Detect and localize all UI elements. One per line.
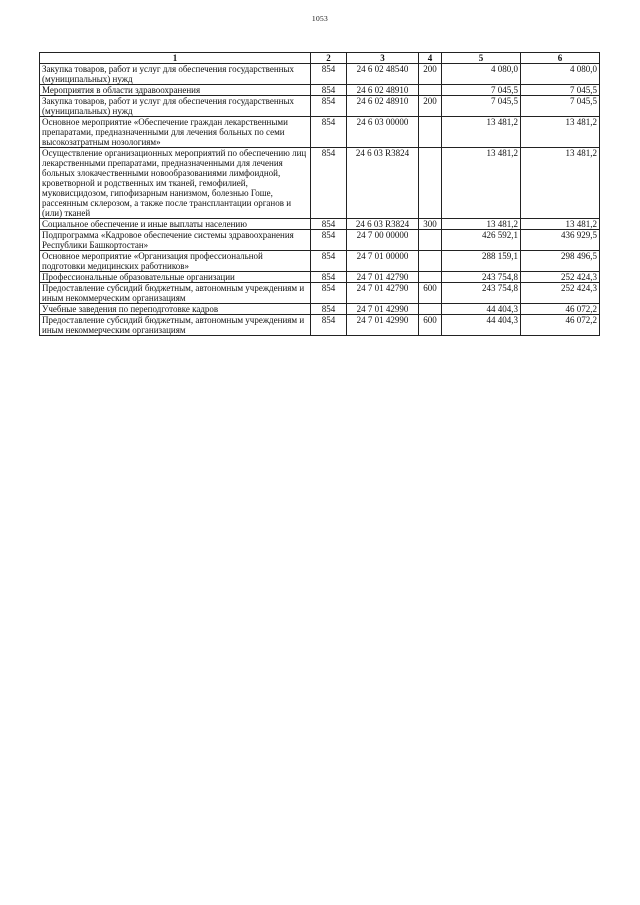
row-code: 24 6 02 48910 [347, 85, 419, 96]
row-code: 24 7 01 42790 [347, 283, 419, 304]
table-row [40, 251, 600, 272]
row-code: 24 7 01 42990 [347, 315, 419, 336]
row-year1: 13 481,2 [442, 148, 521, 219]
row-name: Основное мероприятие «Организация профессиональной подготовки медицинских работников» [40, 251, 311, 272]
row-year1: 44 404,3 [442, 304, 521, 315]
row-ministry: 854 [311, 85, 347, 96]
column-header: 3 [347, 53, 419, 64]
row-year2: 13 481,2 [521, 148, 600, 219]
row-name: Предоставление субсидий бюджетным, автономным учреждениям и иным некоммерческим организациям [40, 283, 311, 304]
table-row [40, 64, 600, 85]
row-year2: 252 424,3 [521, 272, 600, 283]
row-name: Профессиональные образовательные организации [40, 272, 311, 283]
row-code: 24 6 03 00000 [347, 117, 419, 148]
row-year1: 13 481,2 [442, 219, 521, 230]
row-year2: 7 045,5 [521, 85, 600, 96]
table-row [40, 219, 600, 230]
row-name: Осуществление организационных мероприятий по обеспечению лиц лекарственными препаратами, предназначенными для лечения больных злокачественными новообразованиями лимфоидной, кроветворной и родственных им тканей, гемофилией, муковисцидозом, гипофизарным нанизмом, болезнью Гоше, рассеянным склерозом, а также после трансплантации органов и (или) тканей [40, 148, 311, 219]
row-year2: 13 481,2 [521, 219, 600, 230]
row-year1: 4 080,0 [442, 64, 521, 85]
row-ministry: 854 [311, 283, 347, 304]
table-row [40, 85, 600, 96]
row-type [419, 117, 442, 148]
row-year2: 13 481,2 [521, 117, 600, 148]
column-header: 4 [419, 53, 442, 64]
row-year2: 46 072,2 [521, 304, 600, 315]
row-year2: 7 045,5 [521, 96, 600, 117]
row-code: 24 7 01 00000 [347, 251, 419, 272]
row-ministry: 854 [311, 148, 347, 219]
row-type: 600 [419, 315, 442, 336]
row-name: Предоставление субсидий бюджетным, автономным учреждениям и иным некоммерческим организациям [40, 315, 311, 336]
row-year1: 7 045,5 [442, 85, 521, 96]
budget-table [39, 52, 600, 336]
row-code: 24 7 01 42990 [347, 304, 419, 315]
row-type: 200 [419, 64, 442, 85]
row-type [419, 148, 442, 219]
row-year1: 13 481,2 [442, 117, 521, 148]
row-year2: 298 496,5 [521, 251, 600, 272]
row-ministry: 854 [311, 315, 347, 336]
row-ministry: 854 [311, 64, 347, 85]
row-year2: 436 929,5 [521, 230, 600, 251]
row-ministry: 854 [311, 272, 347, 283]
row-year1: 7 045,5 [442, 96, 521, 117]
table-header-row [40, 53, 600, 64]
row-ministry: 854 [311, 96, 347, 117]
row-ministry: 854 [311, 304, 347, 315]
row-code: 24 7 01 42790 [347, 272, 419, 283]
row-name: Подпрограмма «Кадровое обеспечение системы здравоохранения Республики Башкортостан» [40, 230, 311, 251]
row-ministry: 854 [311, 219, 347, 230]
table-row [40, 272, 600, 283]
row-name: Учебные заведения по переподготовке кадров [40, 304, 311, 315]
row-year1: 288 159,1 [442, 251, 521, 272]
row-type [419, 251, 442, 272]
row-type [419, 85, 442, 96]
column-header: 2 [311, 53, 347, 64]
row-year2: 252 424,3 [521, 283, 600, 304]
table-row [40, 230, 600, 251]
row-type [419, 272, 442, 283]
row-name: Закупка товаров, работ и услуг для обеспечения государственных (муниципальных) нужд [40, 64, 311, 85]
row-year2: 4 080,0 [521, 64, 600, 85]
row-year1: 243 754,8 [442, 283, 521, 304]
table-row [40, 315, 600, 336]
row-name: Закупка товаров, работ и услуг для обеспечения государственных (муниципальных) нужд [40, 96, 311, 117]
row-year1: 426 592,1 [442, 230, 521, 251]
row-type: 600 [419, 283, 442, 304]
row-ministry: 854 [311, 251, 347, 272]
row-name: Социальное обеспечение и иные выплаты населению [40, 219, 311, 230]
row-type [419, 304, 442, 315]
row-ministry: 854 [311, 230, 347, 251]
page-number: 1053 [311, 14, 329, 23]
row-ministry: 854 [311, 117, 347, 148]
table-row [40, 283, 600, 304]
row-type [419, 230, 442, 251]
row-year2: 46 072,2 [521, 315, 600, 336]
table-row [40, 304, 600, 315]
column-header: 1 [40, 53, 311, 64]
column-header: 5 [442, 53, 521, 64]
row-code: 24 7 00 00000 [347, 230, 419, 251]
table-row [40, 148, 600, 219]
table-row [40, 117, 600, 148]
row-name: Основное мероприятие «Обеспечение граждан лекарственными препаратами, предназначенными для лечения больных по семи высокозатратным нозологиям» [40, 117, 311, 148]
row-code: 24 6 03 R3824 [347, 148, 419, 219]
row-year1: 44 404,3 [442, 315, 521, 336]
row-type: 200 [419, 96, 442, 117]
row-year1: 243 754,8 [442, 272, 521, 283]
row-name: Мероприятия в области здравоохранения [40, 85, 311, 96]
row-type: 300 [419, 219, 442, 230]
row-code: 24 6 02 48910 [347, 96, 419, 117]
row-code: 24 6 02 48540 [347, 64, 419, 85]
column-header: 6 [521, 53, 600, 64]
row-code: 24 6 03 R3824 [347, 219, 419, 230]
table-row [40, 96, 600, 117]
